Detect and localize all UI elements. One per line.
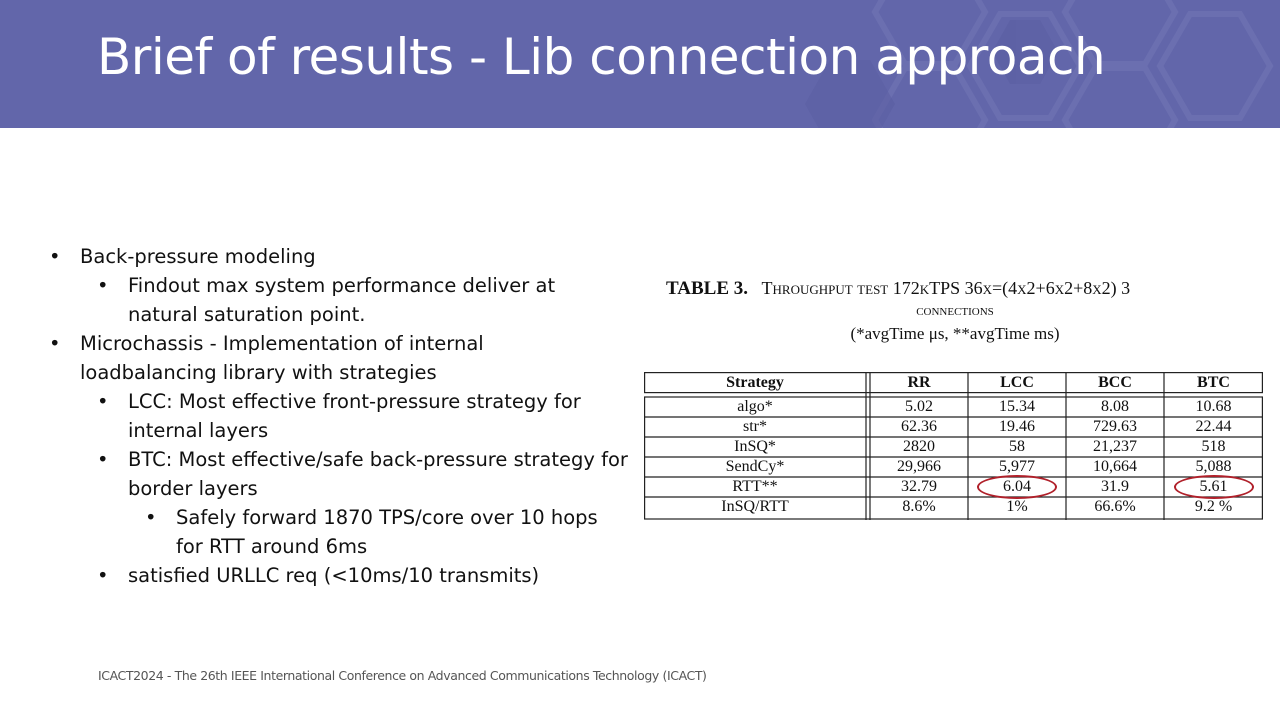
cell-rr: 8.6% <box>902 498 936 515</box>
table-row <box>644 457 1263 477</box>
bullet-text: internal layers <box>128 419 269 442</box>
bullet-text: natural saturation point. <box>128 303 366 326</box>
cell-lcc: 19.46 <box>999 418 1035 435</box>
cell-bcc: 10,664 <box>1093 458 1137 475</box>
cell-strategy: RTT** <box>732 478 778 495</box>
table-caption-label: TABLE 3. <box>666 278 749 299</box>
bullet-text: Safely forward 1870 TPS/core over 10 hops <box>176 506 598 529</box>
cell-lcc: 6.04 <box>1003 478 1031 495</box>
cell-strategy: InSQ* <box>734 438 776 455</box>
bullet-text: for RTT around 6ms <box>176 535 368 558</box>
bullet-marker: • <box>49 245 61 268</box>
cell-rr: 32.79 <box>901 478 937 495</box>
cell-strategy: SendCy* <box>725 458 785 475</box>
cell-bcc: 21,237 <box>1093 438 1137 455</box>
bullet-text: loadbalancing library with strategies <box>80 361 437 384</box>
cell-bcc: 729.63 <box>1093 418 1137 435</box>
cell-btc: 10.68 <box>1195 398 1232 415</box>
cell-btc: 5,088 <box>1195 458 1232 475</box>
cell-btc: 22.44 <box>1195 418 1232 435</box>
footer-text: ICACT2024 - The 26th IEEE International Conference on Advanced Communications Technology (ICACT) <box>98 668 707 683</box>
column-header-rr: RR <box>907 374 931 391</box>
bullet-marker: • <box>97 564 109 587</box>
cell-lcc: 58 <box>1009 438 1025 455</box>
cell-btc: 5.61 <box>1199 478 1228 495</box>
table-row <box>644 397 1263 417</box>
bullet-text: border layers <box>128 477 258 500</box>
table-row <box>644 477 1263 497</box>
table-row <box>644 437 1263 457</box>
page-title: Brief of results - Lib connection approach <box>97 28 1106 86</box>
cell-bcc: 31.9 <box>1101 478 1129 495</box>
bullet-marker: • <box>97 390 109 413</box>
column-header-lcc: LCC <box>1000 374 1034 391</box>
cell-lcc: 1% <box>1006 498 1028 515</box>
table-caption-line2: connections <box>916 302 994 319</box>
cell-rr: 29,966 <box>897 458 941 475</box>
cell-btc: 9.2 % <box>1194 498 1233 515</box>
cell-lcc: 5,977 <box>999 458 1035 475</box>
cell-lcc: 15.34 <box>999 398 1035 415</box>
cell-strategy: InSQ/RTT <box>721 498 789 515</box>
cell-bcc: 8.08 <box>1101 398 1129 415</box>
column-header-bcc: BCC <box>1098 374 1132 391</box>
bullet-marker: • <box>97 274 109 297</box>
bullet-marker: • <box>145 506 157 529</box>
cell-rr: 5.02 <box>905 398 933 415</box>
bullet-marker: • <box>97 448 109 471</box>
bullet-text: LCC: Most effective front-pressure strategy for <box>128 390 581 413</box>
bullet-text: Microchassis - Implementation of internal <box>80 332 484 355</box>
highlight-circle-lcc-rtt <box>977 475 1057 499</box>
bullet-text: Back-pressure modeling <box>80 245 316 268</box>
cell-strategy: str* <box>743 418 767 435</box>
bullet-marker: • <box>49 332 61 355</box>
highlight-circle-btc-rtt <box>1174 475 1254 499</box>
bullet-text: BTC: Most effective/safe back-pressure strategy for <box>128 448 628 471</box>
column-header-strategy: Strategy <box>726 374 784 391</box>
bullet-text: satisfied URLLC req (<10ms/10 transmits) <box>128 564 540 587</box>
bullet-list <box>0 0 640 600</box>
column-header-btc: BTC <box>1197 374 1230 391</box>
cell-bcc: 66.6% <box>1094 498 1136 515</box>
cell-btc: 518 <box>1201 438 1226 455</box>
results-table-figure <box>640 268 1270 528</box>
table-caption-line3: (*avgTime μs, **avgTime ms) <box>850 324 1060 343</box>
table-row <box>644 497 1263 517</box>
cell-strategy: algo* <box>737 398 773 415</box>
table-row <box>644 417 1263 437</box>
table-caption-text: Throughput test 172kTPS 36x=(4x2+6x2+8x2) 3 <box>761 278 1131 298</box>
table-header-row <box>644 373 1263 393</box>
bullet-text: Findout max system performance deliver at <box>128 274 556 297</box>
cell-rr: 62.36 <box>901 418 937 435</box>
table-caption-line1 <box>666 278 1130 300</box>
cell-rr: 2820 <box>903 438 935 455</box>
